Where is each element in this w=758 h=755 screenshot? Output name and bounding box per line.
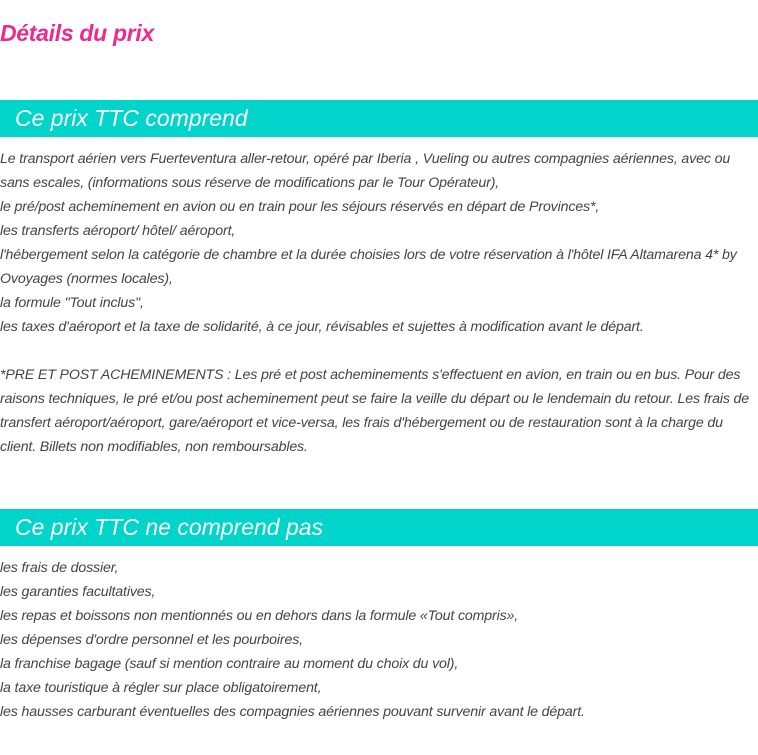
page-title: Détails du prix (0, 20, 154, 46)
includes-item: la formule "Tout inclus", (0, 295, 144, 311)
excludes-item: la taxe touristique à régler sur place obligatoirement, (0, 680, 322, 696)
includes-item: Le transport aérien vers Fuerteventura aller-retour, opéré par Iberia , Vueling ou autres compagnies aériennes, avec ou sans escales, (informations sous réserve de modifications par le Tour Opérateur), (0, 151, 731, 191)
excludes-item: les repas et boissons non mentionnés ou en dehors dans la formule «Tout compris», (0, 608, 519, 624)
excludes-item: la franchise bagage (sauf si mention contraire au moment du choix du vol), (0, 656, 459, 672)
paragraph-spacer (0, 339, 758, 363)
includes-heading: Ce prix TTC comprend (0, 100, 758, 137)
excludes-list (0, 556, 758, 724)
includes-item: le pré/post acheminement en avion ou en train pour les séjours réservés en départ de Provinces*, (0, 199, 600, 215)
includes-list (0, 147, 758, 459)
acheminement-note: *PRE ET POST ACHEMINEMENTS : Les pré et post acheminements s'effectuent en avion, en train ou en bus. Pour des raisons techniques, le pré et/ou post acheminement peut se faire la veille du départ ou le lendemain du retour. Les frais de transfert aéroport/aéroport, gare/aéroport et vice-versa, les frais d'hébergement ou de restauration sont à la charge du client. Billets non modifiables, non remboursables. (0, 367, 750, 455)
includes-item: l'hébergement selon la catégorie de chambre et la durée choisies lors de votre réservation à l'hôtel IFA Altamarena 4* by Ovoyages (normes locales), (0, 247, 737, 287)
excludes-heading: Ce prix TTC ne comprend pas (0, 509, 758, 546)
includes-item: les transferts aéroport/ hôtel/ aéroport, (0, 223, 236, 239)
includes-item: les taxes d'aéroport et la taxe de solidarité, à ce jour, révisables et sujettes à modification avant le départ. (0, 319, 644, 335)
excludes-item: les garanties facultatives, (0, 584, 156, 600)
excludes-item: les dépenses d'ordre personnel et les pourboires, (0, 632, 303, 648)
excludes-item: les frais de dossier, (0, 560, 119, 576)
excludes-item: les hausses carburant éventuelles des compagnies aériennes pouvant survenir avant le départ. (0, 704, 585, 720)
